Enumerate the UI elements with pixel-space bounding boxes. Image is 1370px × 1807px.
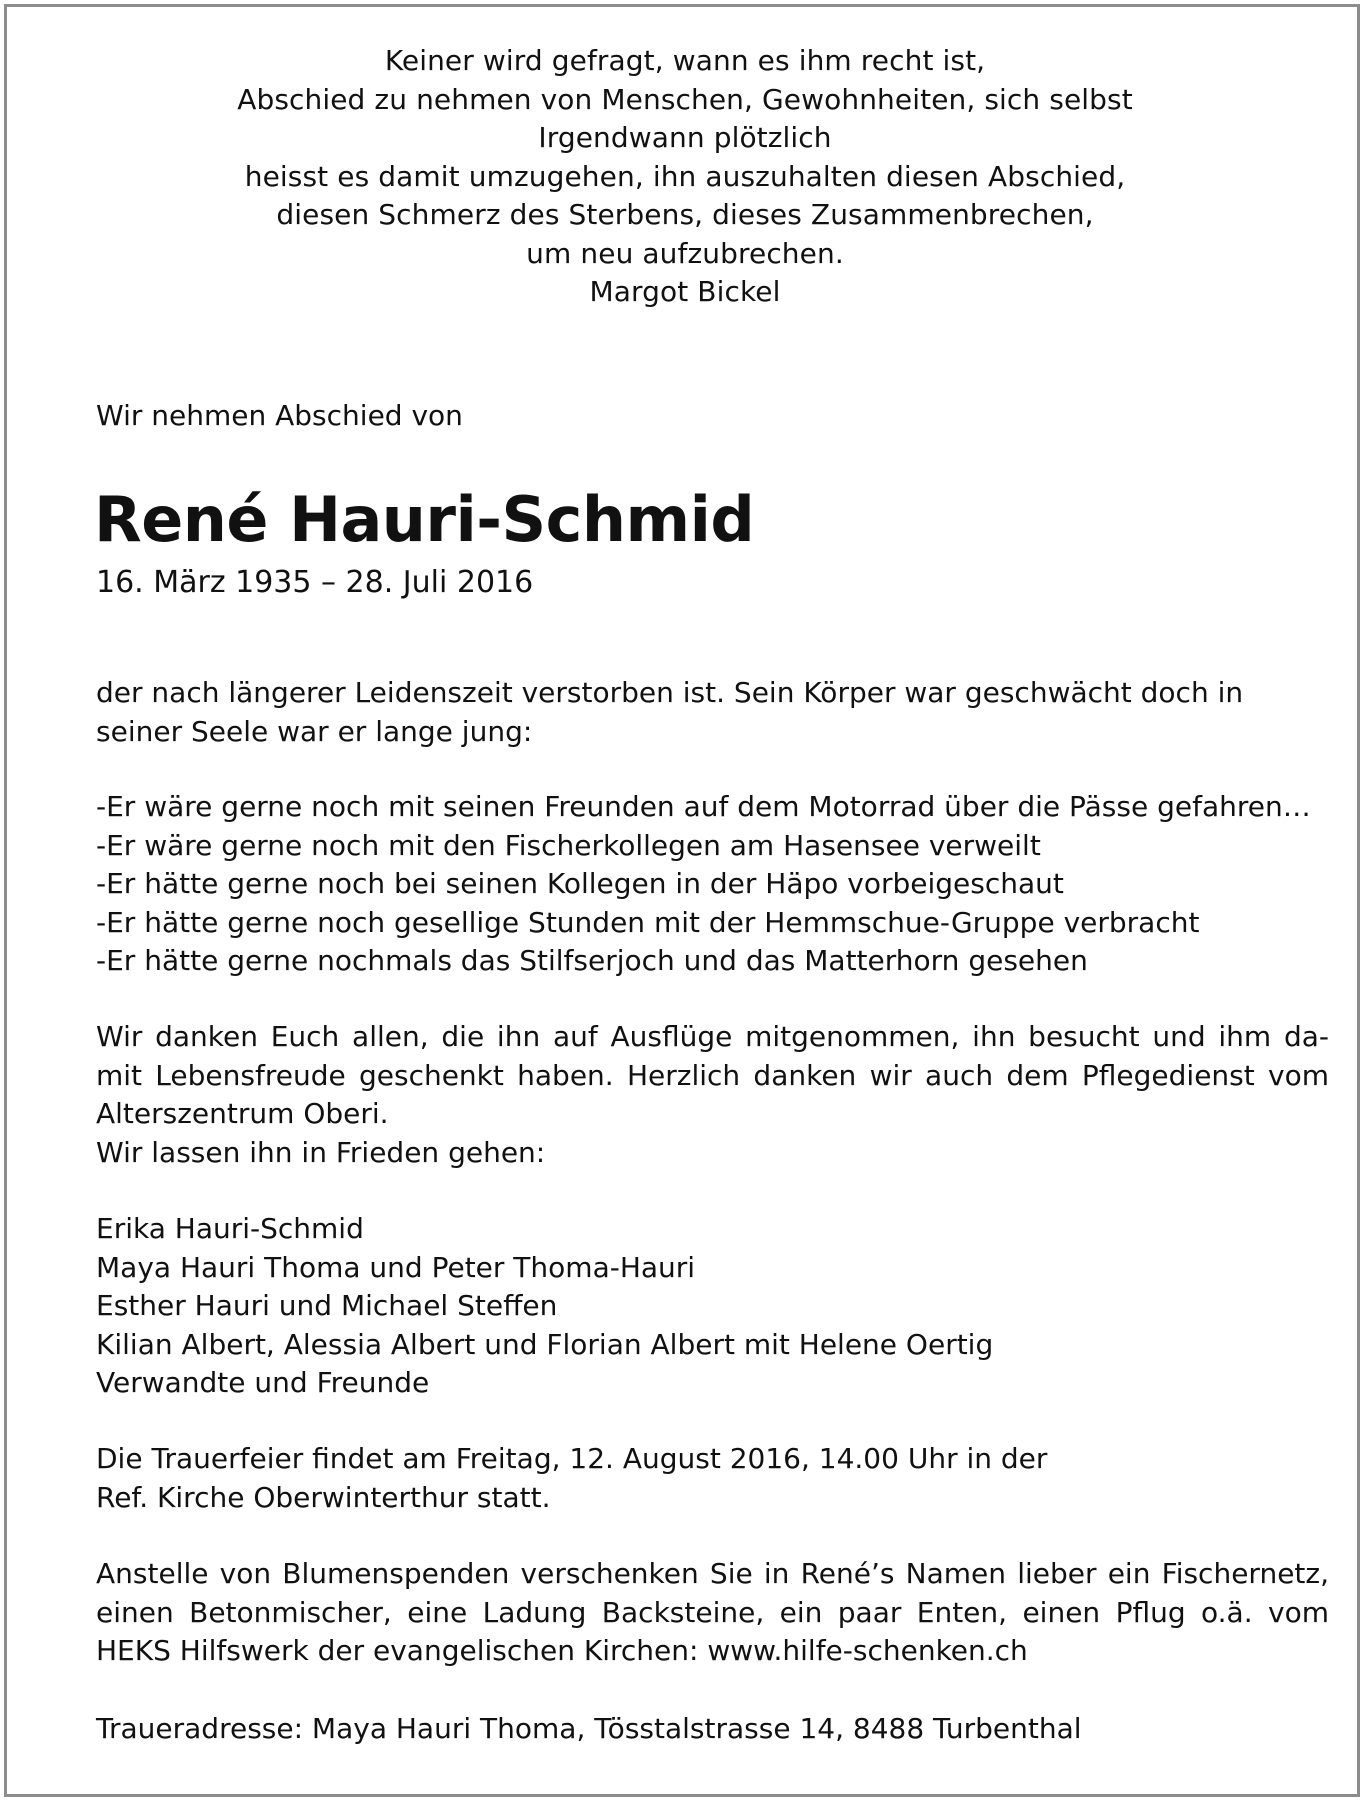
donation-line: HEKS Hilfswerk der evangelischen Kirchen: www.hilfe-schenken.ch [96, 1634, 1028, 1667]
poem-author: Margot Bickel [589, 275, 781, 308]
family-member: Kilian Albert, Alessia Albert und Florian Albert mit Helene Oertig [96, 1327, 994, 1361]
wish-item: -Er wäre gerne noch mit seinen Freunden auf dem Motorrad über die Pässe gefahren… [96, 790, 1311, 823]
poem-line: um neu aufzubrechen. [526, 236, 844, 270]
thanks-line: Wir danken Euch allen, die ihn auf Ausflüge mitgenommen, ihn besucht und ihm da- [96, 1020, 1329, 1053]
deceased-name: René Hauri-Schmid [94, 483, 755, 556]
wish-item: -Er hätte gerne noch gesellige Stunden mit der Hemmschue-Gruppe verbracht [96, 905, 1200, 939]
service-line: Die Trauerfeier findet am Freitag, 12. August 2016, 14.00 Uhr in der [96, 1442, 1048, 1475]
funeral-service-info [96, 1440, 1329, 1517]
family-member: Esther Hauri und Michael Steffen [96, 1289, 558, 1322]
donation-line: einen Betonmischer, eine Ladung Backsteine, ein paar Enten, einen Pflug o.ä. vom [96, 1595, 1329, 1629]
life-dates: 16. März 1935 – 28. Juli 2016 [96, 565, 534, 600]
thanks-line: Wir lassen ihn in Frieden gehen: [96, 1135, 546, 1169]
wish-item: -Er hätte gerne nochmals das Stilfserjoch und das Matterhorn gesehen [96, 944, 1088, 977]
family-member: Maya Hauri Thoma und Peter Thoma-Hauri [96, 1250, 696, 1284]
poem [0, 42, 1370, 312]
family-list [96, 1210, 1329, 1403]
poem-line: Abschied zu nehmen von Menschen, Gewohnheiten, sich selbst [237, 82, 1133, 116]
service-line: Ref. Kirche Oberwinterthur statt. [96, 1480, 551, 1514]
poem-line: heisst es damit umzugehen, ihn auszuhalten diesen Abschied, [244, 159, 1126, 193]
thanks-line: Alterszentrum Oberi. [96, 1097, 389, 1130]
family-member: Verwandte und Freunde [96, 1366, 430, 1399]
poem-line: diesen Schmerz des Sterbens, dieses Zusammenbrechen, [276, 198, 1094, 231]
wish-item: -Er hätte gerne noch bei seinen Kollegen in der Häpo vorbeigeschaut [96, 867, 1064, 900]
family-member: Erika Hauri-Schmid [96, 1212, 364, 1245]
poem-line: Keiner wird gefragt, wann es ihm recht ist, [384, 44, 986, 77]
mourning-address: Traueradresse: Maya Hauri Thoma, Tösstalstrasse 14, 8488 Turbenthal [96, 1712, 1082, 1745]
wish-item: -Er wäre gerne noch mit den Fischerkollegen am Hasensee verweilt [96, 828, 1041, 862]
intro-text: Wir nehmen Abschied von [96, 399, 463, 432]
donation-info [96, 1555, 1329, 1671]
paragraph-illness [96, 674, 1329, 751]
paragraph-line: seiner Seele war er lange jung: [96, 714, 533, 748]
paragraph-line: der nach längerer Leidenszeit verstorben ist. Sein Körper war geschwächt doch in [96, 676, 1244, 709]
paragraph-thanks [96, 1018, 1329, 1172]
wishes-list [96, 788, 1329, 981]
poem-line: Irgendwann plötzlich [538, 121, 832, 154]
thanks-line: mit Lebensfreude geschenkt haben. Herzlich danken wir auch dem Pflegedienst vom [96, 1058, 1329, 1092]
donation-line: Anstelle von Blumenspenden verschenken Sie in René’s Namen lieber ein Fischernetz, [96, 1557, 1329, 1590]
